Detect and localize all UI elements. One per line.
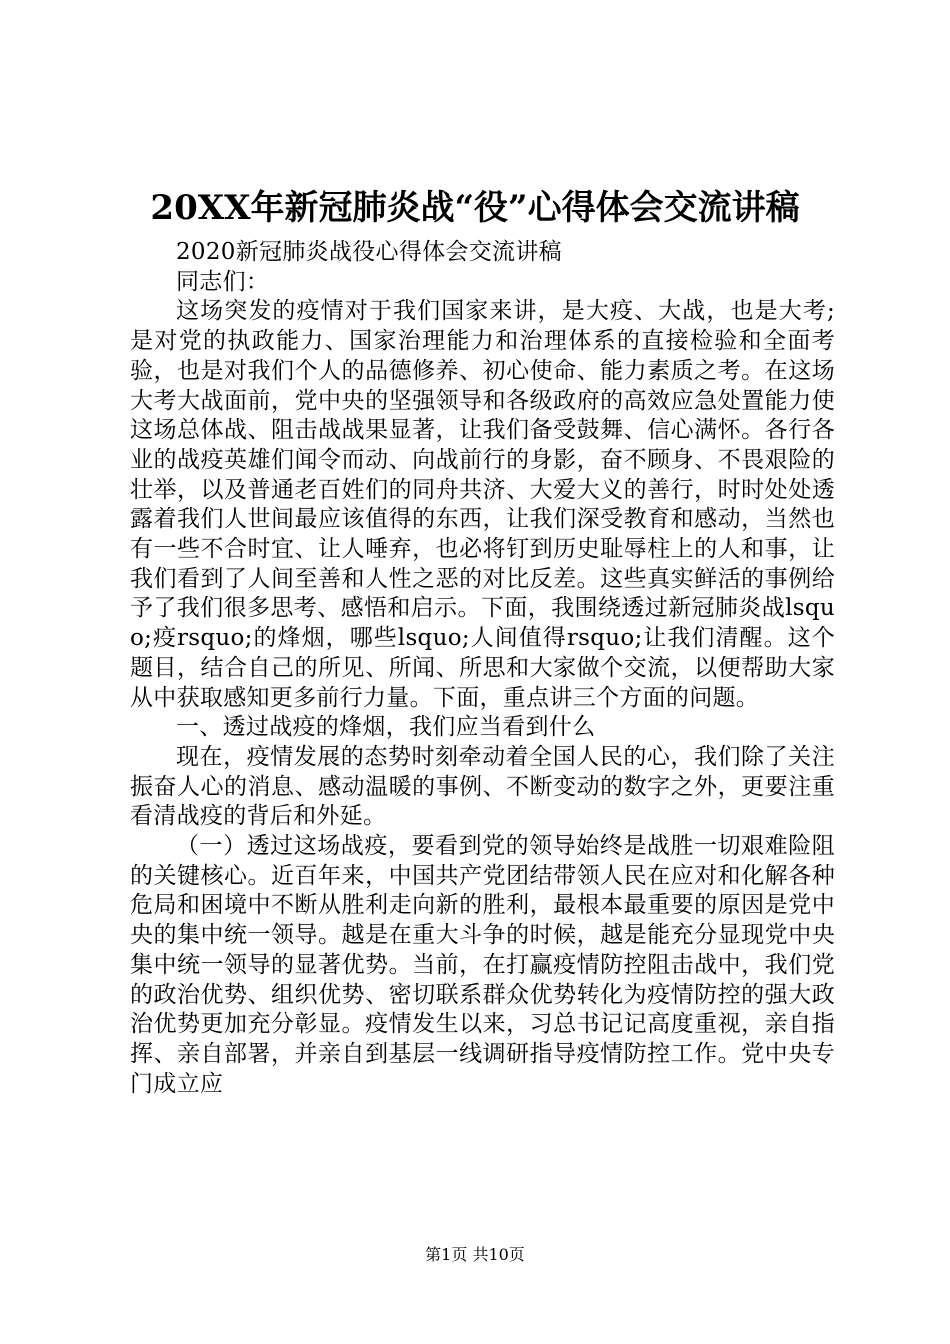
document-subtitle: 2020新冠肺炎战役心得体会交流讲稿: [176, 239, 562, 265]
page-footer: 第1页 共10页: [425, 1245, 525, 1264]
body-paragraph-2: 现在，疫情发展的态势时刻牵动着全国人民的心，我们除了关注振奋人心的消息、感动温暖的事例、不断变动的数字之外，更要注重看清战疫的背后和外延。: [130, 743, 835, 830]
salutation: 同志们：: [176, 268, 270, 295]
document-title: 20XX年新冠肺炎战“役”心得体会交流讲稿: [150, 188, 800, 228]
body-paragraph-intro: 这场突发的疫情对于我们国家来讲，是大疫、大战，也是大考;是对党的执政能力、国家治理能力和治理体系的直接检验和全面考验，也是对我们个人的品德修养、初心使命、能力素质之考。在这场大考大战面前，党中央的坚强领导和各级政府的高效应急处置能力使这场总体战、阻击战战果显著，让我们备受鼓舞、信心满怀。各行各业的战疫英雄们闻令而动、向战前行的身影，奋不顾身、不畏艰险的壮举，以及普通老百姓们的同舟共济、大爱大义的善行，时时处处透露着我们人世间最应该值得的东西，让我们深受教育和感动，当然也有一些不合时宜、让人唾弃，也必将钉到历史耻辱柱上的人和事，让我们看到了人间至善和人性之恶的对比反差。这些真实鲜活的事例给予了我们很多思考、感悟和启示。下面，我围绕透过新冠肺炎战lsquo;疫rsquo;的烽烟，哪些lsquo;人间值得rsquo;让我们清醒。这个题目，结合自己的所见、所闻、所思和大家做个交流，以便帮助大家从中获取感知更多前行力量。下面，重点讲三个方面的问题。: [130, 298, 835, 711]
body-paragraph-3: （一）透过这场战疫，要看到党的领导始终是战胜一切艰难险阻的关键核心。近百年来，中国共产党团结带领人民在应对和化解各种危局和困境中不断从胜利走向新的胜利，最根本最重要的原因是党中央的集中统一领导。越是在重大斗争的时候，越是能充分显现党中央集中统一领导的显著优势。当前，在打赢疫情防控阻击战中，我们党的政治优势、组织优势、密切联系群众优势转化为疫情防控的强大政治优势更加充分彰显。疫情发生以来，习总书记记高度重视，亲自指挥、亲自部署，并亲自到基层一线调研指导疫情防控工作。党中央专门成立应: [130, 833, 835, 1097]
section-heading-1: 一、透过战疫的烽烟，我们应当看到什么: [176, 714, 596, 741]
document-body: [130, 238, 835, 1099]
